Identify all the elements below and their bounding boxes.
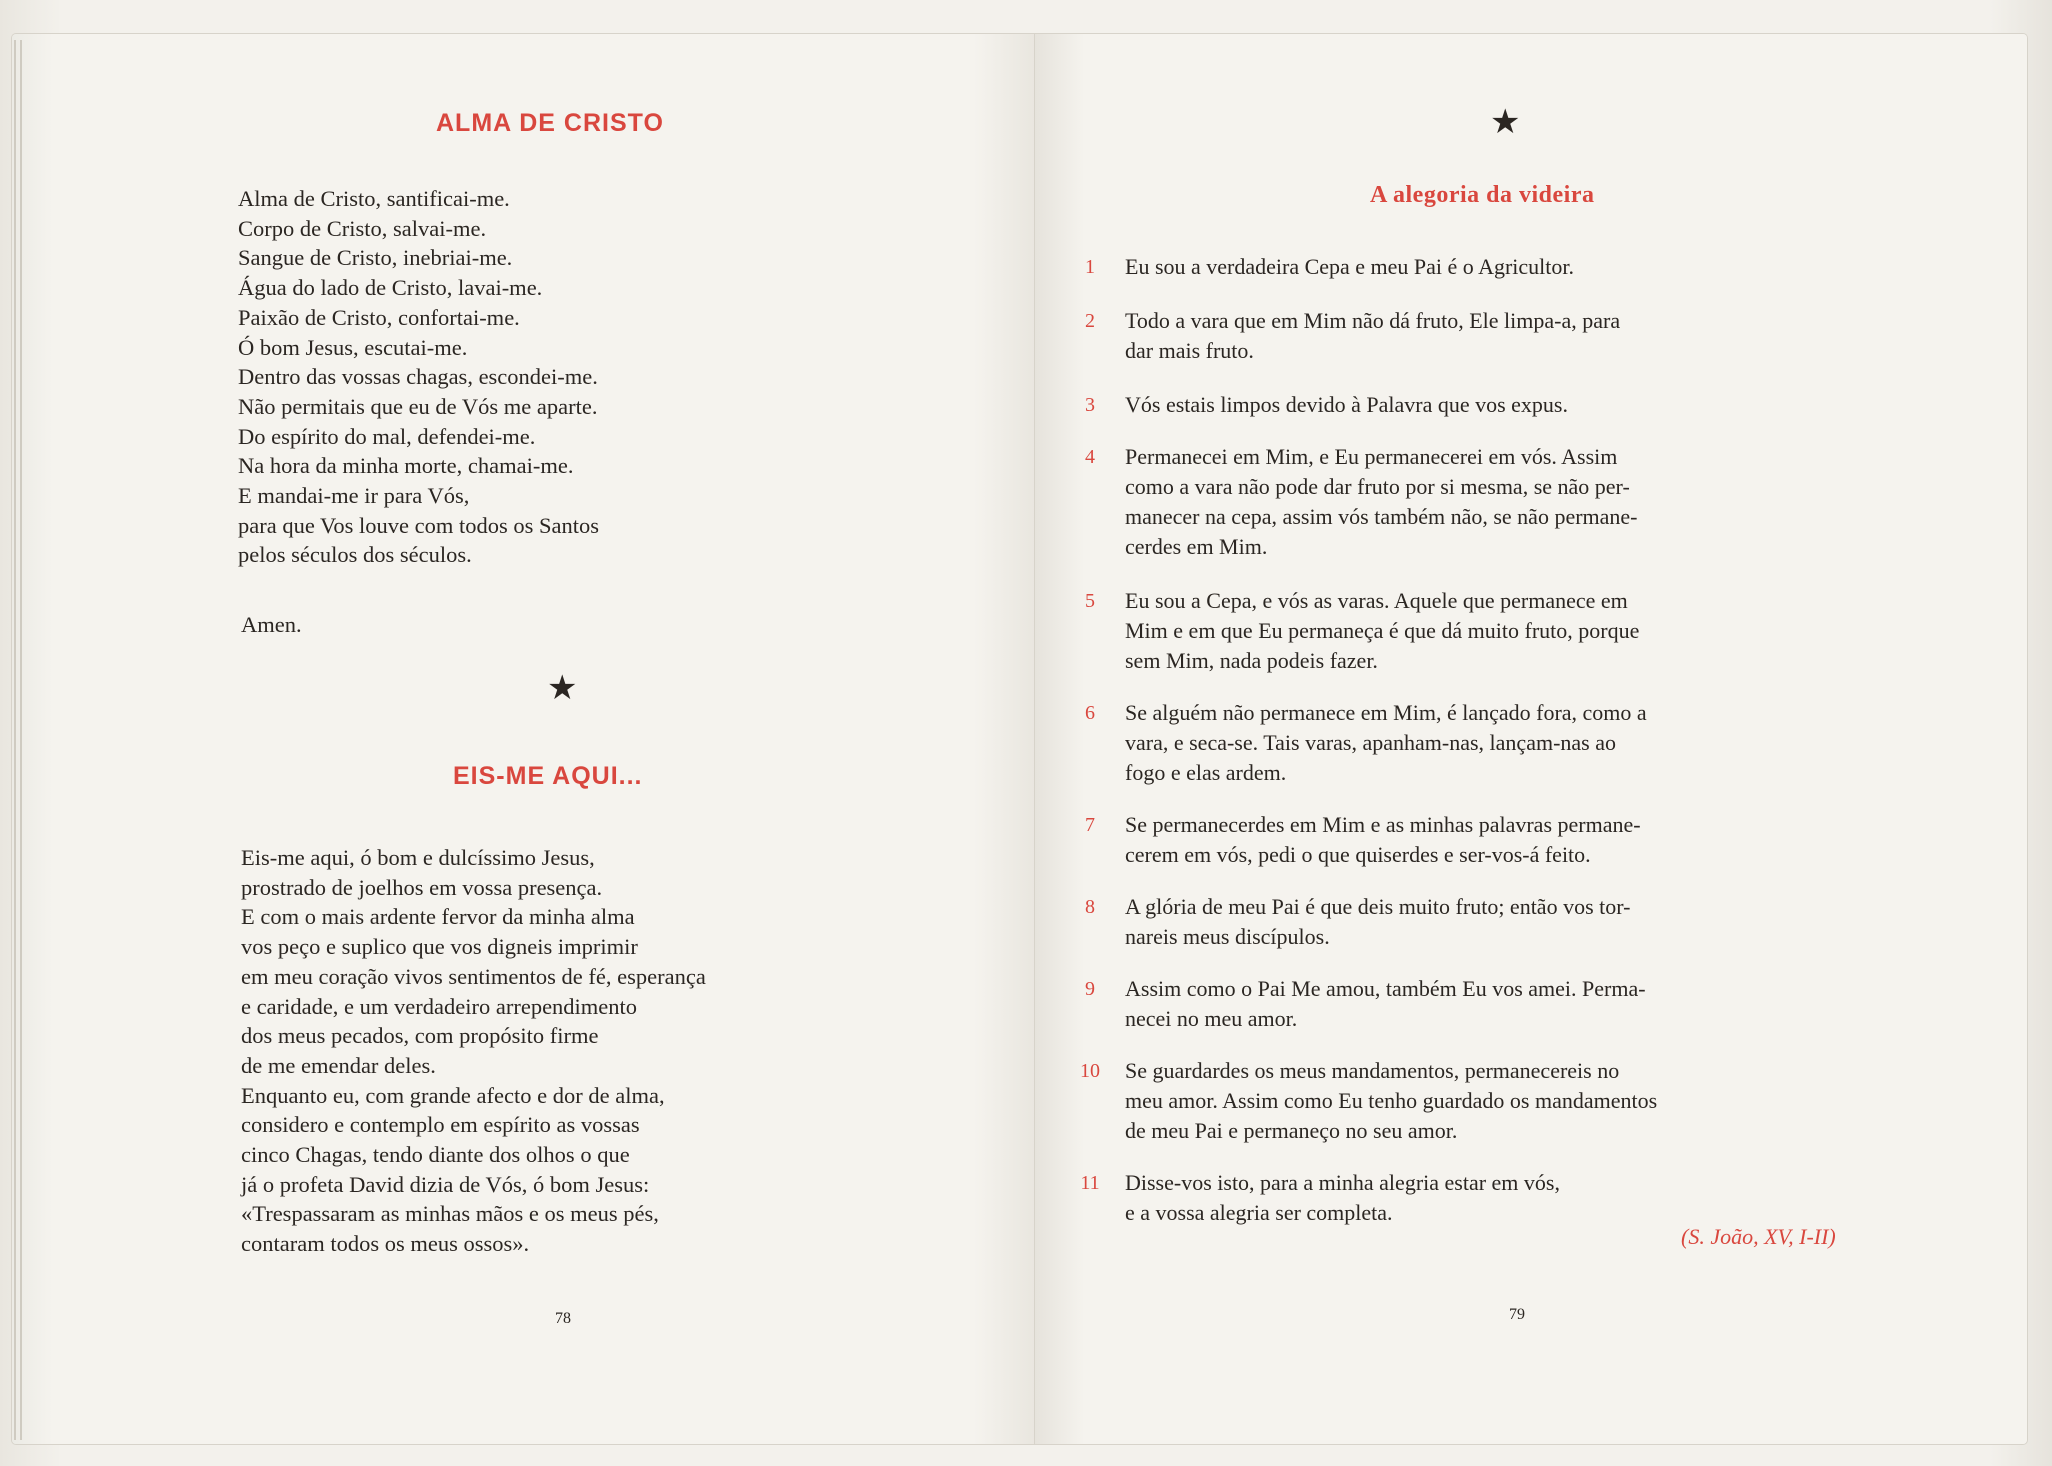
star-ornament: ★ (547, 670, 578, 707)
prayer-title-eis-me-aqui: EIS-ME AQUI... (453, 762, 643, 790)
verse-line: Eu sou a Cepa, e vós as varas. Aquele que permanece em (1125, 588, 1628, 613)
verse-line: dar mais fruto. (1125, 338, 1254, 363)
prayer-line: E mandai-me ir para Vós, (238, 483, 470, 509)
verse-line: meu amor. Assim como Eu tenho guardado os mandamentos (1125, 1088, 1658, 1113)
verse-2 (1085, 306, 1905, 366)
verse-number: 9 (1085, 978, 1095, 1000)
verse-1 (1085, 252, 1905, 282)
verse-line: e a vossa alegria ser completa. (1125, 1200, 1393, 1225)
verse-number: 8 (1085, 896, 1095, 918)
verse-list (1080, 252, 1905, 1228)
prayer-line: «Trespassaram as minhas mãos e os meus pés, (241, 1201, 659, 1227)
prayer-line: Enquanto eu, com grande afecto e dor de alma, (241, 1082, 665, 1108)
verse-7 (1085, 810, 1905, 870)
prayer-eis-me-aqui (241, 843, 706, 1259)
page-edge (14, 40, 16, 1440)
prayer-line: Do espírito do mal, defendei-me. (238, 423, 536, 449)
verse-8 (1085, 892, 1905, 952)
verse-number: 1 (1085, 256, 1095, 278)
verse-4 (1085, 442, 1905, 562)
verse-line: cerdes em Mim. (1125, 534, 1268, 559)
verse-line: Todo a vara que em Mim não dá fruto, Ele limpa-a, para (1125, 308, 1621, 333)
verse-line: Disse-vos isto, para a minha alegria estar em vós, (1125, 1170, 1560, 1195)
verse-line: nareis meus discípulos. (1125, 924, 1330, 949)
prayer-line: cinco Chagas, tendo diante dos olhos o que (241, 1142, 630, 1168)
page-edge (20, 40, 22, 1440)
prayer-line: E com o mais ardente fervor da minha alma (241, 904, 635, 930)
star-ornament: ★ (1490, 104, 1521, 141)
verse-line: de meu Pai e permaneço no seu amor. (1125, 1118, 1458, 1143)
verse-line: Eu sou a verdadeira Cepa e meu Pai é o Agricultor. (1125, 254, 1575, 279)
verse-9 (1085, 974, 1905, 1034)
prayer-line: Paixão de Cristo, confortai-me. (238, 304, 520, 330)
prayer-line: Alma de Cristo, santificai-me. (238, 186, 510, 211)
prayer-line: prostrado de joelhos em vossa presença. (241, 874, 603, 900)
prayer-line: Ó bom Jesus, escutai-me. (238, 334, 468, 360)
verse-line: fogo e elas ardem. (1125, 760, 1287, 785)
verse-line: necei no meu amor. (1125, 1006, 1298, 1031)
prayer-line: contaram todos os meus ossos». (241, 1231, 530, 1257)
verse-line: Vós estais limpos devido à Palavra que vos expus. (1125, 392, 1568, 417)
verse-number: 4 (1085, 446, 1095, 468)
prayer-line: Água do lado de Cristo, lavai-me. (238, 275, 543, 301)
prayer-line: Eis-me aqui, ó bom e dulcíssimo Jesus, (241, 845, 595, 870)
verse-line: Permanecei em Mim, e Eu permanecerei em vós. Assim (1125, 444, 1618, 469)
prayer-line: em meu coração vivos sentimentos de fé, esperança (241, 963, 706, 989)
prayer-line: dos meus pecados, com propósito firme (241, 1023, 599, 1049)
prayer-line: vos peço e suplico que vos digneis imprimir (241, 934, 638, 960)
verse-line: Mim e em que Eu permaneça é que dá muito fruto, porque (1125, 618, 1640, 643)
verse-number: 10 (1080, 1060, 1100, 1082)
verse-line: Se guardardes os meus mandamentos, permanecereis no (1125, 1058, 1620, 1083)
verse-line: manecer na cepa, assim vós também não, se não permane- (1125, 504, 1638, 529)
page-number-right: 79 (1509, 1306, 1525, 1323)
prayer-line: de me emendar deles. (241, 1052, 436, 1078)
verse-number: 6 (1085, 702, 1095, 724)
verse-number: 11 (1080, 1172, 1100, 1194)
prayer-line: já o profeta David dizia de Vós, ó bom Jesus: (241, 1171, 650, 1197)
verse-line: Assim como o Pai Me amou, também Eu vos amei. Perma- (1125, 976, 1646, 1001)
prayer-line: Não permitais que eu de Vós me aparte. (238, 393, 598, 419)
page-number-left: 78 (555, 1310, 571, 1327)
prayer-line: pelos séculos dos séculos. (238, 542, 472, 568)
prayer-line: Corpo de Cristo, salvai-me. (238, 215, 487, 241)
scripture-reference: (S. João, XV, I-II) (1681, 1224, 1836, 1249)
verse-11 (1080, 1168, 1905, 1228)
verse-line: sem Mim, nada podeis fazer. (1125, 648, 1378, 673)
verse-line: vara, e seca-se. Tais varas, apanham-nas, lançam-nas ao (1125, 730, 1616, 755)
prayer-alma-de-cristo (238, 184, 599, 570)
verse-number: 7 (1085, 814, 1095, 836)
prayer-title-alma-de-cristo: ALMA DE CRISTO (436, 109, 664, 137)
verse-line: Se permanecerdes em Mim e as minhas palavras permane- (1125, 812, 1641, 837)
passage-title: A alegoria da videira (1370, 182, 1595, 208)
verse-6 (1085, 698, 1905, 788)
prayer-line: considero e contemplo em espírito as vossas (241, 1112, 640, 1138)
verse-10 (1080, 1056, 1905, 1146)
prayer-line: Sangue de Cristo, inebriai-me. (238, 245, 513, 271)
verse-line: Se alguém não permanece em Mim, é lançado fora, como a (1125, 700, 1647, 725)
verse-number: 3 (1085, 394, 1095, 416)
amen: Amen. (241, 612, 302, 637)
prayer-line: para que Vos louve com todos os Santos (238, 512, 600, 538)
prayer-line: Na hora da minha morte, chamai-me. (238, 453, 574, 479)
verse-number: 5 (1085, 590, 1095, 612)
verse-line: cerem em vós, pedi o que quiserdes e ser-vos-á feito. (1125, 842, 1591, 867)
verse-line: A glória de meu Pai é que deis muito fruto; então vos tor- (1125, 894, 1631, 919)
verse-line: como a vara não pode dar fruto por si mesma, se não per- (1125, 474, 1630, 499)
verse-3 (1085, 390, 1905, 420)
prayer-line: e caridade, e um verdadeiro arrependimento (241, 993, 638, 1019)
verse-number: 2 (1085, 310, 1095, 332)
prayer-line: Dentro das vossas chagas, escondei-me. (238, 364, 598, 390)
verse-5 (1085, 586, 1905, 676)
